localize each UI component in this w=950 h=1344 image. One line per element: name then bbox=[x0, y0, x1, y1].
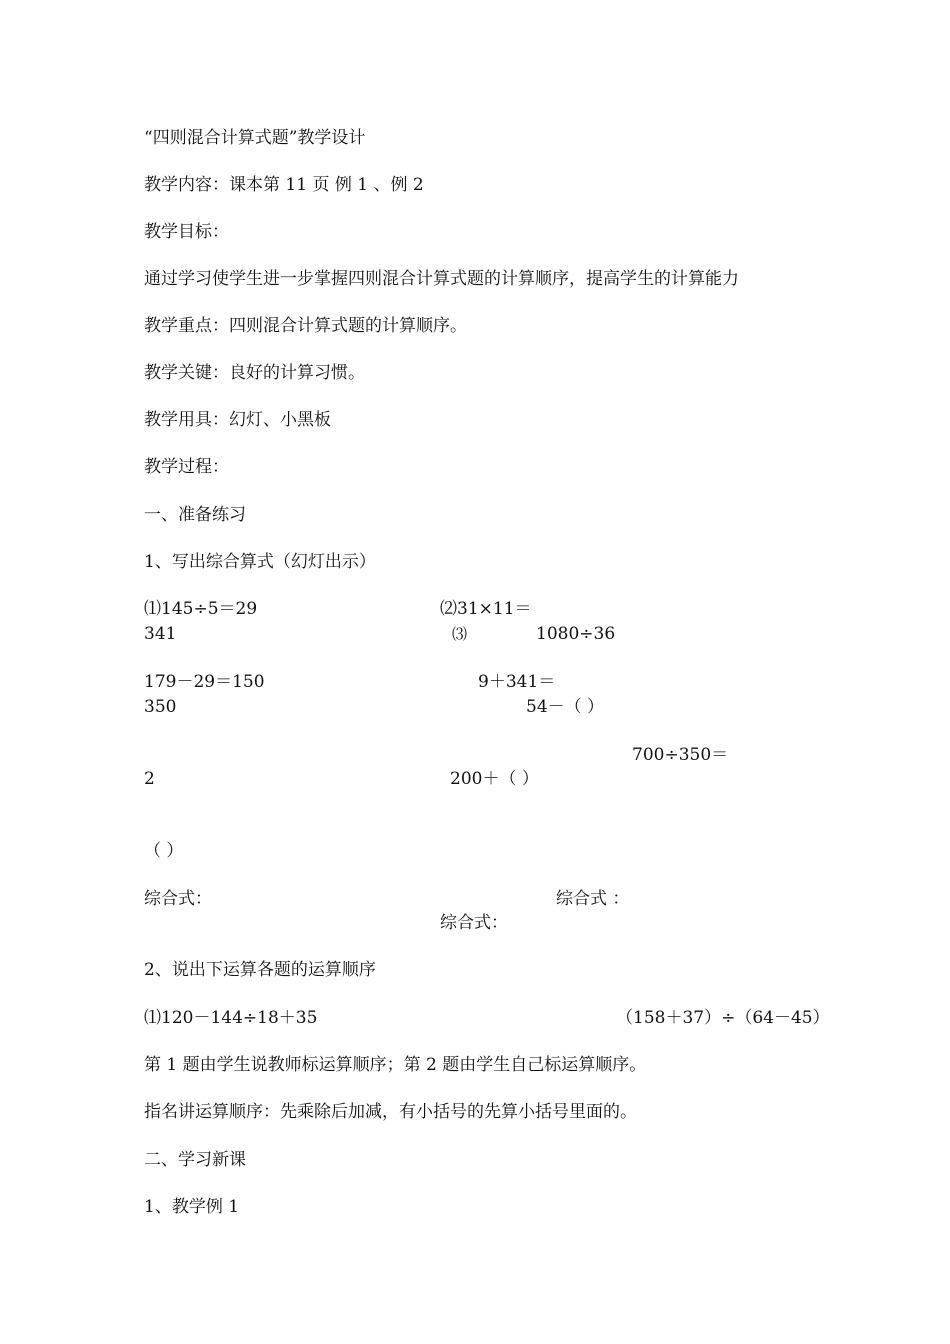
teaching-tools: 教学用具：幻灯、小黑板 bbox=[144, 410, 331, 430]
section-heading: 一、准备练习 bbox=[144, 505, 246, 525]
teaching-process: 教学过程： bbox=[144, 457, 229, 477]
section-heading: 二、学习新课 bbox=[144, 1150, 246, 1170]
teaching-key-point: 教学重点：四则混合计算式题的计算顺序。 bbox=[144, 316, 467, 336]
exercise-text: ⑶ bbox=[452, 625, 468, 643]
exercise-text: 350 bbox=[144, 697, 177, 717]
exercise-text: ⑴145÷5＝29 bbox=[144, 599, 258, 619]
document-title: “四则混合计算式题”教学设计 bbox=[144, 128, 366, 148]
teaching-goal-text: 通过学习使学生进一步掌握四则混合计算式题的计算顺序，提高学生的计算能力 bbox=[144, 269, 739, 289]
exercise-text: 179－29＝150 bbox=[144, 672, 265, 692]
exercise-text: ⑴120－144÷18＋35 bbox=[144, 1008, 318, 1028]
exercise-text: 9＋341＝ bbox=[478, 672, 556, 692]
teaching-key: 教学关键：良好的计算习惯。 bbox=[144, 363, 365, 383]
teaching-goal-label: 教学目标： bbox=[144, 222, 229, 242]
exercise-text: 54－（ ） bbox=[526, 697, 605, 717]
list-item: 1、教学例 1 bbox=[144, 1197, 240, 1217]
exercise-text: 综合式 ： bbox=[556, 889, 630, 909]
exercise-text: 综合式： bbox=[440, 913, 508, 933]
exercise-text: （ ） bbox=[144, 841, 184, 861]
paragraph: 指名讲运算顺序：先乘除后加减，有小括号的先算小括号里面的。 bbox=[144, 1102, 637, 1122]
exercise-text: （158＋37）÷（64－45） bbox=[616, 1008, 830, 1028]
exercise-text: 1080÷36 bbox=[536, 624, 616, 644]
exercise-text: 700÷350＝ bbox=[632, 745, 729, 765]
paragraph: 第 1 题由学生说教师标运算顺序；第 2 题由学生自己标运算顺序。 bbox=[144, 1055, 647, 1075]
exercise-text: 200＋（ ） bbox=[450, 769, 539, 789]
exercise-text: ⑵31×11＝ bbox=[440, 599, 532, 619]
teaching-content: 教学内容：课本第 11 页 例 1 、例 2 bbox=[144, 175, 424, 195]
list-item: 2、说出下运算各题的运算顺序 bbox=[144, 960, 376, 980]
exercise-text: 341 bbox=[144, 624, 177, 644]
exercise-text: 2 bbox=[144, 769, 155, 789]
exercise-text: 综合式： bbox=[144, 889, 212, 909]
list-item: 1、写出综合算式（幻灯出示） bbox=[144, 552, 376, 572]
